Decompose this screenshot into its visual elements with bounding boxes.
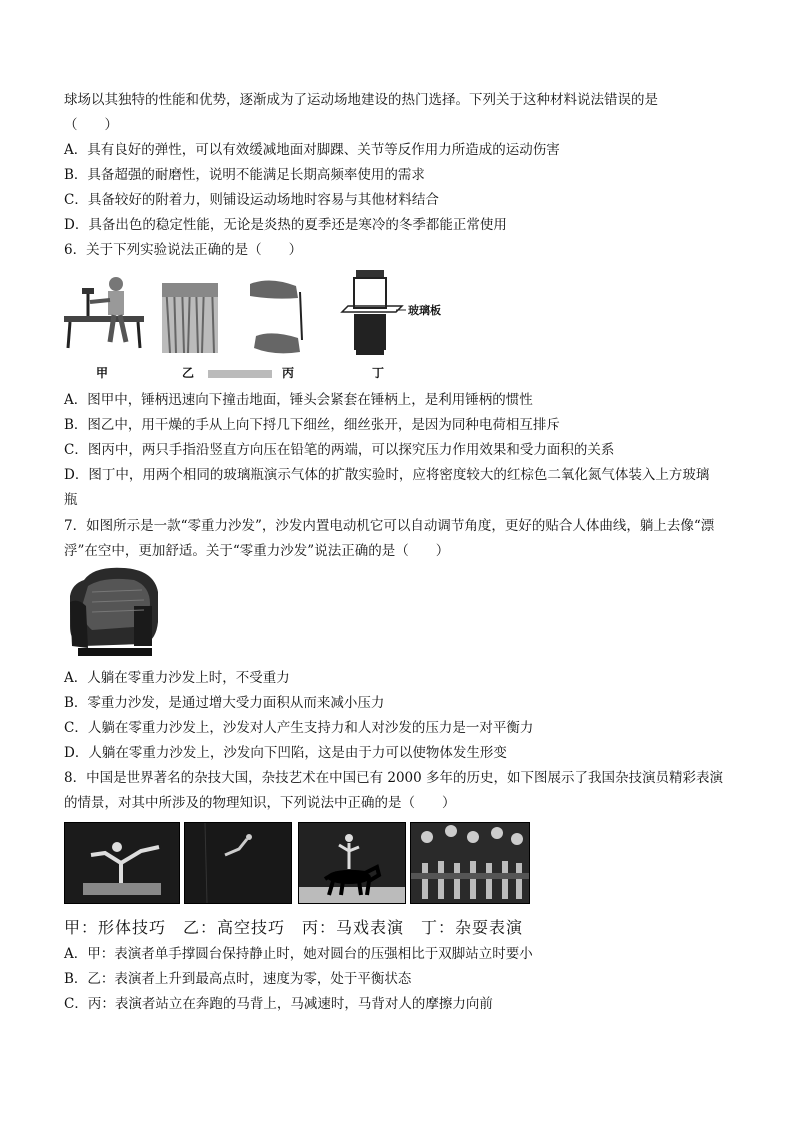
acrobat-photo-bing bbox=[298, 822, 406, 904]
redaction-bar bbox=[208, 370, 272, 378]
q6-figure-bing bbox=[250, 276, 310, 356]
q6-option-a: A．图甲中，锤柄迅速向下撞击地面，锤头会紧套在锤柄上，是利用锤柄的惯性 bbox=[64, 392, 533, 408]
q7-option-c: C．人躺在零重力沙发上，沙发对人产生支持力和人对沙发的压力是一对平衡力 bbox=[64, 720, 534, 736]
q7-stem-line1: 7．如图所示是一款“零重力沙发”，沙发内置电动机它可以自动调节角度，更好的贴合人体曲线，躺上去像“漂 bbox=[64, 518, 715, 534]
q6-label-bing: 丙 bbox=[282, 366, 295, 380]
q6-label-jia: 甲 bbox=[96, 366, 109, 380]
q7-option-d: D．人躺在零重力沙发上，沙发向下凹陷，这是由于力可以使物体发生形变 bbox=[64, 745, 507, 761]
q7-stem-line2: 浮”在空中，更加舒适。关于“零重力沙发”说法正确的是（ ） bbox=[64, 543, 450, 559]
q5-option-c: C．具备较好的附着力，则铺设运动场地时容易与其他材料结合 bbox=[64, 192, 439, 208]
q6-label-yi: 乙 bbox=[182, 366, 195, 380]
q6-label-ding: 丁 bbox=[372, 366, 385, 380]
acrobat-photo-yi bbox=[184, 822, 292, 904]
q6-option-c: C．图丙中，两只手指沿竖直方向压在铅笔的两端，可以探究压力作用效果和受力面积的关系 bbox=[64, 442, 615, 458]
zero-gravity-sofa-image bbox=[64, 562, 164, 662]
q6-figure-jia bbox=[64, 272, 146, 354]
q5-stem-line1: 球场以其独特的性能和优势，逐渐成为了运动场地建设的热门选择。下列关于这种材料说法错误的是 bbox=[64, 92, 658, 108]
q8-option-c: C．丙：表演者站立在奔跑的马背上，马减速时，马背对人的摩擦力向前 bbox=[64, 996, 493, 1012]
acrobat-photo-jia bbox=[64, 822, 180, 904]
q6-option-b: B．图乙中，用干燥的手从上向下捋几下细丝，细丝张开，是因为同种电荷相互排斥 bbox=[64, 417, 560, 433]
q6-glass-plate-label: 玻璃板 bbox=[408, 304, 441, 317]
q6-option-d: D．图丁中，用两个相同的玻璃瓶演示气体的扩散实验时，应将密度较大的红棕色二氧化氮气体装入上方玻璃 bbox=[64, 467, 710, 483]
q5-stem-line2: （ ） bbox=[64, 117, 118, 133]
acrobat-photo-ding bbox=[410, 822, 530, 904]
q6-stem: 6．关于下列实验说法正确的是（ ） bbox=[64, 242, 303, 258]
q8-stem-line1: 8．中国是世界著名的杂技大国，杂技艺术在中国已有 2000 多年的历史，如下图展示了我国杂技演员精彩表演 bbox=[64, 770, 724, 786]
q8-stem-line2: 的情景，对其中所涉及的物理知识，下列说法中正确的是（ ） bbox=[64, 795, 456, 811]
q8-option-a: A．甲：表演者单手撑圆台保持静止时，她对圆台的压强相比于双脚站立时要小 bbox=[64, 946, 533, 962]
q6-figure-yi bbox=[162, 283, 218, 353]
q7-option-b: B．零重力沙发，是通过增大受力面积从而来减小压力 bbox=[64, 695, 385, 711]
q6-option-d-cont: 瓶 bbox=[64, 492, 78, 508]
q8-figure-caption: 甲：形体技巧 乙：高空技巧 丙：马戏表演 丁：杂耍表演 bbox=[64, 918, 524, 937]
q5-option-a: A．具有良好的弹性，可以有效缓减地面对脚踝、关节等反作用力所造成的运动伤害 bbox=[64, 142, 560, 158]
q5-option-b: B．具备超强的耐磨性，说明不能满足长期高频率使用的需求 bbox=[64, 167, 425, 183]
q5-option-d: D．具备出色的稳定性能，无论是炎热的夏季还是寒冷的冬季都能正常使用 bbox=[64, 217, 507, 233]
q7-option-a: A．人躺在零重力沙发上时，不受重力 bbox=[64, 670, 290, 686]
q8-option-b: B．乙：表演者上升到最高点时，速度为零，处于平衡状态 bbox=[64, 971, 412, 987]
